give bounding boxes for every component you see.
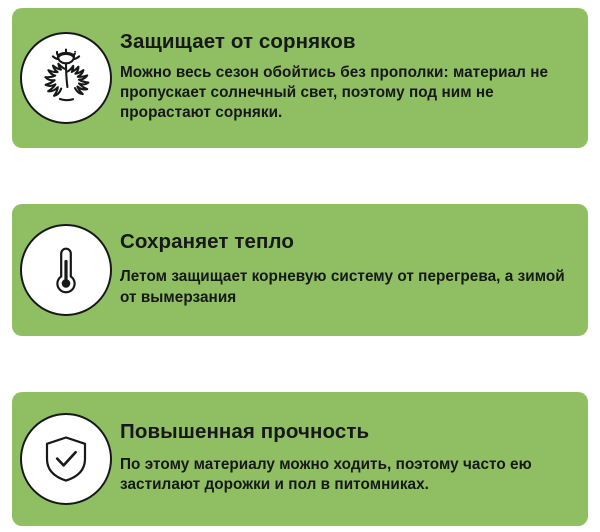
feature-text: Летом защищает корневую систему от перегрева, а зимой от вымерзания: [120, 268, 565, 306]
feature-card-heat: [12, 204, 588, 336]
dandelion-weed-icon: [20, 32, 112, 124]
feature-text: По этому материалу можно ходить, поэтому часто ею застилают дорожки и пол в питомниках.: [120, 455, 532, 494]
feature-card-weeds: [12, 8, 588, 148]
feature-text: Можно весь сезон обойтись без прополки: материал не пропускает солнечный свет, поэтому под ним не прорастают сорняки.: [120, 63, 549, 122]
shield-check-icon: [20, 413, 112, 505]
thermometer-icon: [20, 224, 112, 316]
feature-title: Повышенная прочность: [120, 420, 370, 444]
feature-card-durability: [12, 392, 588, 526]
feature-title: Сохраняет тепло: [120, 229, 294, 253]
feature-title: Защищает от сорняков: [120, 30, 356, 54]
